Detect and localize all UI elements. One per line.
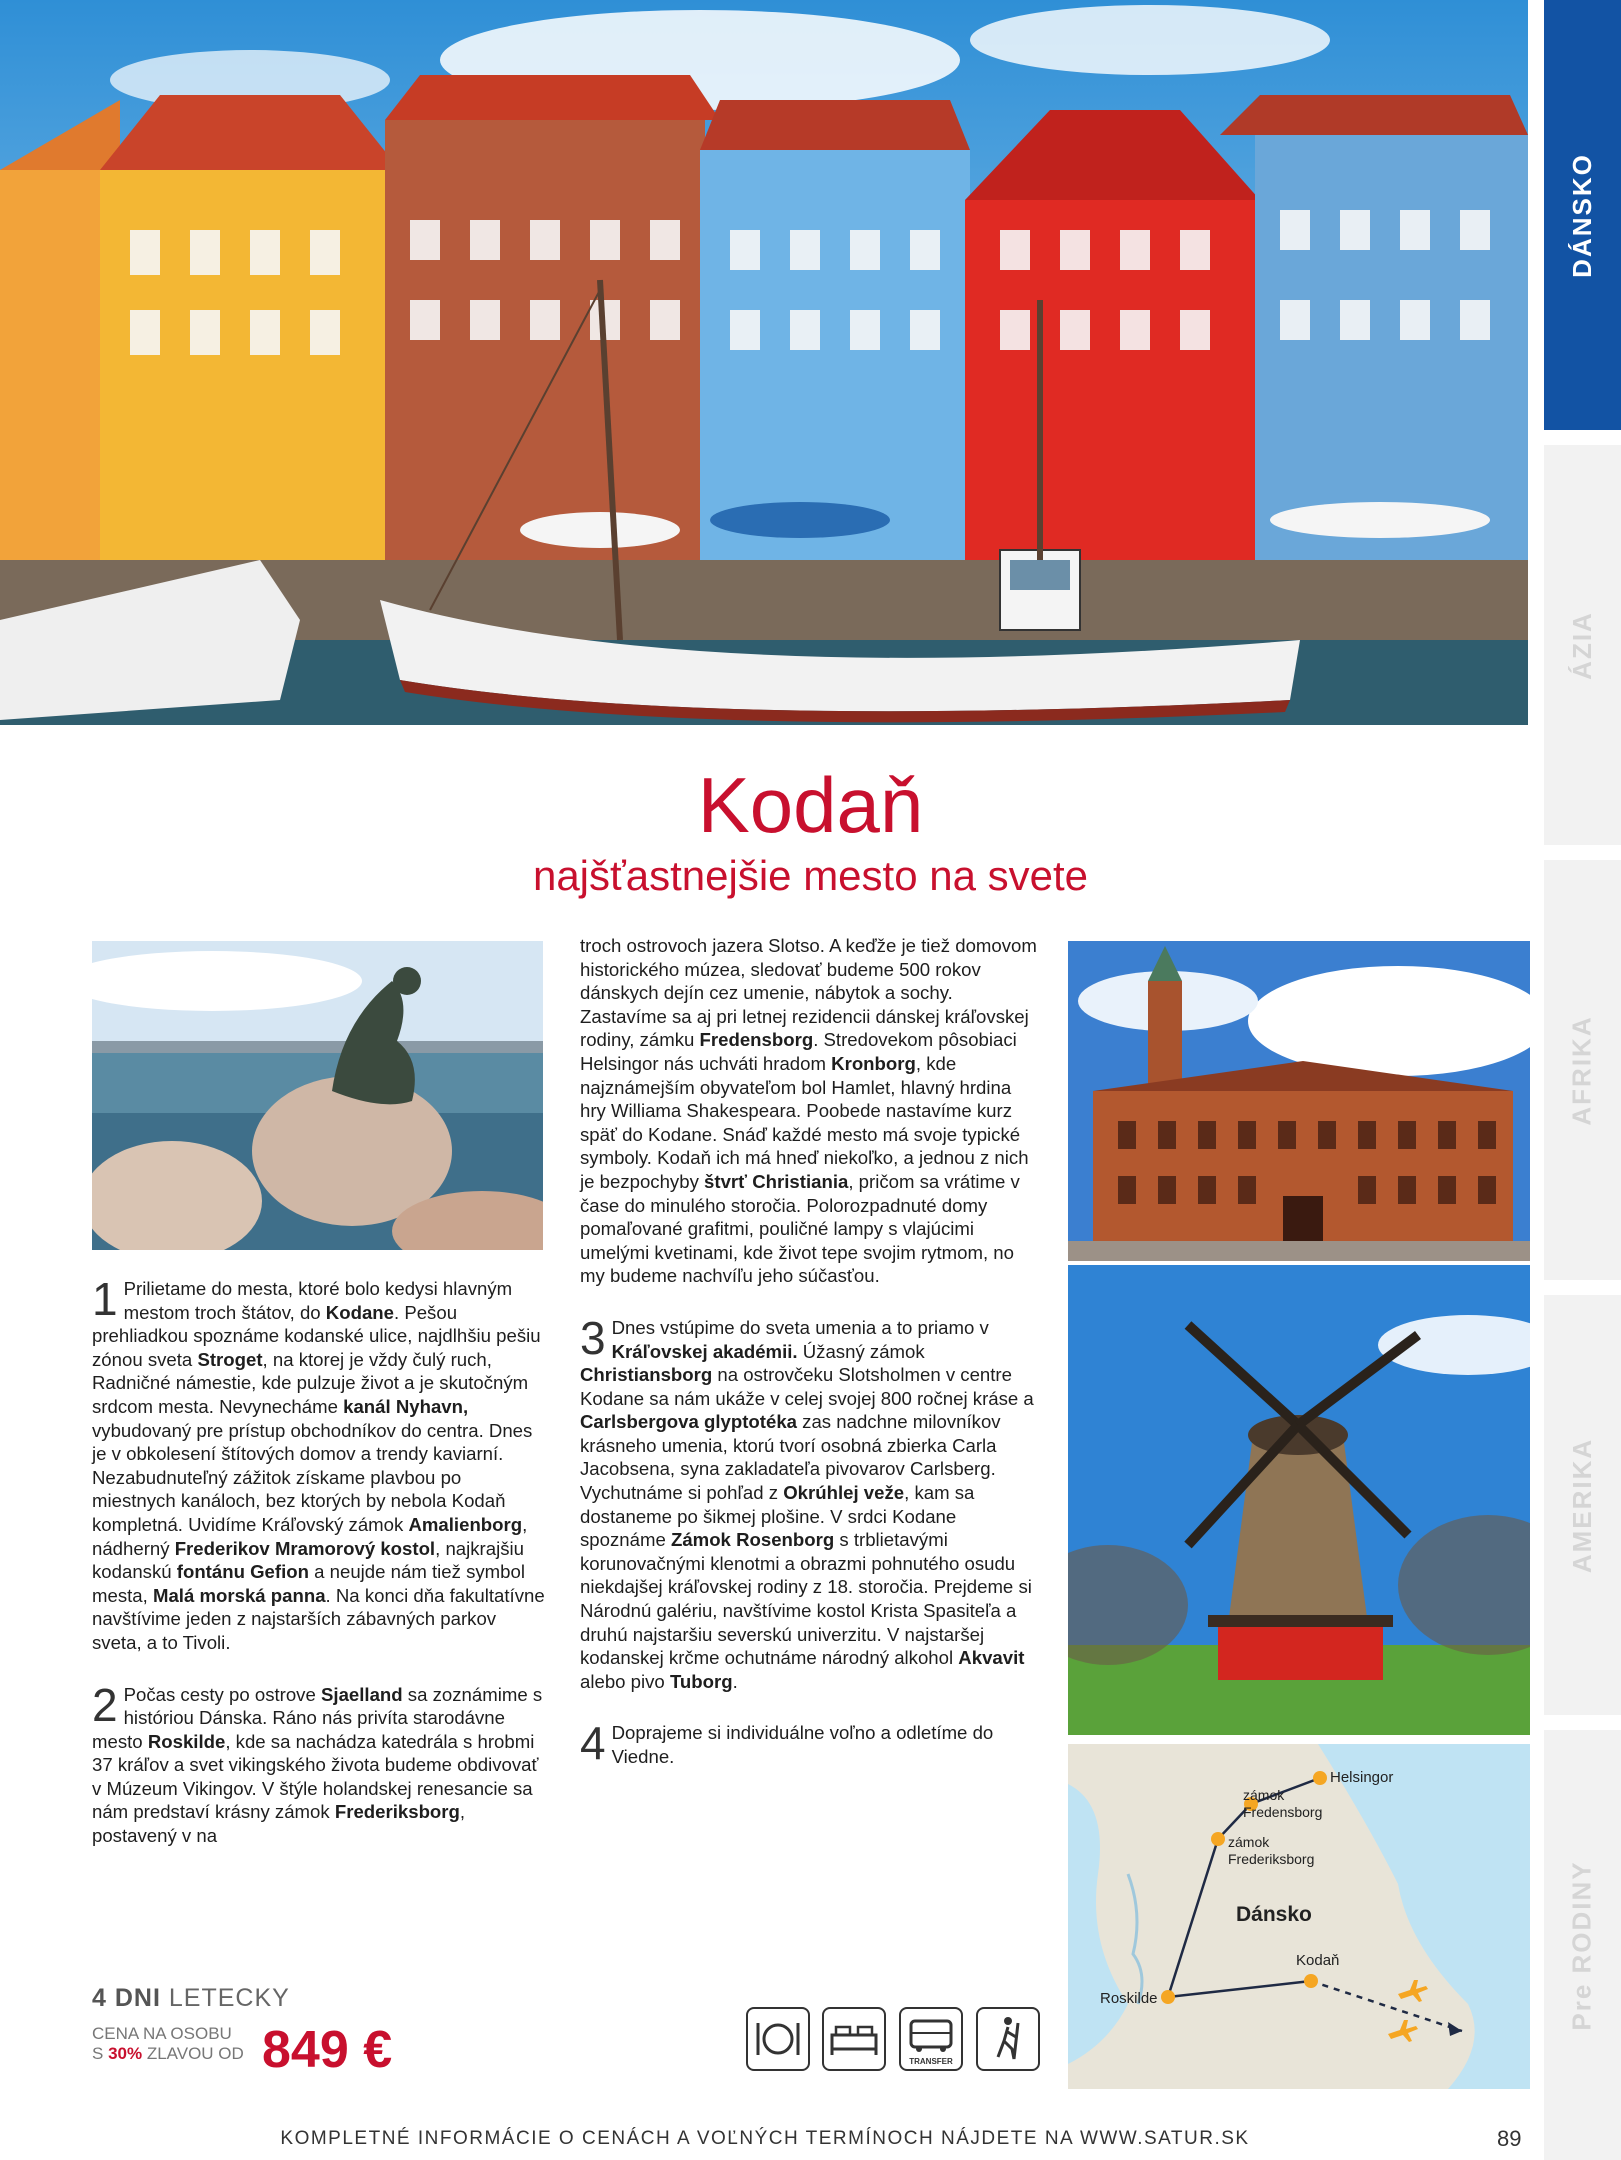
meal-icon xyxy=(746,2007,810,2071)
tab-amerika[interactable]: AMERIKA xyxy=(1544,1295,1621,1715)
map-point-helsingor xyxy=(1313,1771,1327,1785)
map-label-kodan: Kodaň xyxy=(1296,1952,1340,1969)
itinerary-day-1: 1 Prilietame do mesta, ktoré bolo kedysi hlavným mestom troch štátov, do Kodane. Pešou prehliadkou spoznáme kodanské ulice, najdlhšiu pešiu zónou sveta Stroget, na ktorej je vždy čulý ruch, Radničné námestie, kde pulzuje život a je skutočným srdcom mesta. Nevynecháme kanál Nyhavn, vybudovaný pre prístup obchodníkov do centra. Dnes je v obkolesení štítových domov a trendy kaviarní. Nezabudnuteľný zážitok získame plavbou po miestnych kanáloch, bez ktorých by nebola Kodaň kompletná. Uvidíme Kráľovský zámok Amalienborg, nádherný Frederikov Mramorový kostol, najkrajšiu kodanskú fontánu Gefion a neujde nám tiež symbol mesta, Malá morská panna. Na konci dňa fakultatívne navštívime jeden z najstarších zábavných parkov sveta, a to Tivoli. xyxy=(92,1273,545,1653)
tab-pre-rodiny[interactable]: Pre RODINY xyxy=(1544,1730,1621,2160)
photo-copenhagen-city-hall xyxy=(1068,941,1530,1261)
discount-badge: 30% xyxy=(108,2044,143,2063)
map-label-helsingor: Helsingor xyxy=(1330,1769,1394,1786)
transfer-label: TRANSFER xyxy=(909,2057,953,2066)
itinerary-column-middle xyxy=(580,934,1042,1797)
itinerary-day-2-continued: troch ostrovoch jazera Slotso. A keďže je tiež domovom historického múzea, sledovať budeme 500 rokov dánskych dejín cez umenie, nábytok a sochy. Zastavíme sa aj pri letnej rezidencii dánskej kráľovskej rodiny, zámku Fredensborg. Stredovekom pôsobiaci Helsingor nás uchváti hradom Kronborg, kde najznámejším obyvateľom bol Hamlet, hlavný hrdina hry Williama Shakespeara. Poobede nastavíme kurz späť do Kodane. Snáď každé mesto má svoje typické symboly. Kodaň ich má hneď niekoľko, a jednou z nich je bezpochyby štvrť Christiania, pričom sa vrátime v čase do minulého storočia. Polorozpadnuté domy pomaľované grafitmi, pouličné lampy s vlajúcimi umelými kvetinami, kde život tepe svojim rytmom, no my budeme nachvíľu jeho súčasťou. xyxy=(580,935,1037,1287)
page-title: Kodaň xyxy=(697,761,924,849)
price-label: CENA NA OSOBU S 30% ZLAVOU OD xyxy=(92,2024,244,2063)
hiking-icon xyxy=(976,2007,1040,2071)
footer-info: KOMPLETNÉ INFORMÁCIE O CENÁCH A VOĽNÝCH TERMÍNOCH NÁJDETE NA WWW.SATUR.SK xyxy=(280,2128,1250,2149)
page-number: 89 xyxy=(1497,2126,1522,2151)
map-point-kodan xyxy=(1304,1974,1318,1988)
price-amount: 849 € xyxy=(262,2021,393,2079)
map-label-frederiksborg: zámok Frederiksborg xyxy=(1228,1834,1315,1867)
photo-little-mermaid xyxy=(92,941,543,1250)
map-point-frederiksborg xyxy=(1211,1832,1225,1846)
bed-icon xyxy=(822,2007,886,2071)
itinerary-column-left xyxy=(92,1273,547,1876)
trip-length: 4 DNI LETECKY xyxy=(92,1984,290,2012)
transfer-bus-icon xyxy=(899,2007,963,2071)
tab-azia[interactable]: ÁZIA xyxy=(1544,445,1621,845)
map-label-roskilde: Roskilde xyxy=(1100,1990,1158,2007)
itinerary-day-4: 4 Doprajeme si individuálne voľno a odletíme do Viedne. xyxy=(580,1717,994,1770)
itinerary-day-2: 2 Počas cesty po ostrove Sjaelland sa zoznámime s históriou Dánska. Ráno nás privíta starodávne mesto Roskilde, kde sa nachádza katedrála s hrobmi 37 kráľov a svet vikingského života budeme obdivovať v Múzeum Vikingov. V štýle holandskej renesancie sa nám predstaví krásny zámok Frederiksborg, postavený v na xyxy=(92,1678,543,1847)
tab-dansko[interactable]: DÁNSKO xyxy=(1544,0,1621,430)
photo-windmill xyxy=(1068,1265,1530,1735)
hero-photo-nyhavn xyxy=(0,0,1528,725)
page-subtitle: najšťastnejšie mesto na svete xyxy=(532,852,1089,899)
map-point-roskilde xyxy=(1161,1990,1175,2004)
map-label-country: Dánsko xyxy=(1236,1903,1312,1926)
itinerary-day-3: 3 Dnes vstúpime do sveta umenia a to priamo v Kráľovskej akadémii. Úžasný zámok Christiansborg na ostrovčeku Slotsholmen v centre Kodane sa nám ukáže v celej svojej 800 ročnej kráse a Carlsbergova glyptotéka zas nadchne milovníkov krásneho umenia, ktorú tvorí osobná zbierka Carla Jacobsena, syna zakladateľa pivovarov Carlsberg. Vychutnáme si pohľad z Okrúhlej veže, kam sa dostaneme po šikmej plošine. V srdci Kodane spoznáme Zámok Rosenborg s trblietavými korunovačnými klenotmi a obrazmi pohnutého osudu niekdajšej kráľovskej rodiny z 18. storočia. Prejdeme si Národnú galériu, navštívime kostol Krista Spasiteľa a druhú najstaršiu severskú univerzitu. V najstaršej kodanskej krčme ochutnáme národný alkohol Akvavit alebo pivo Tuborg. xyxy=(580,1311,1034,1692)
tab-afrika[interactable]: AFRIKA xyxy=(1544,860,1621,1280)
route-map xyxy=(1068,1744,1530,2089)
map-label-fredensborg: zámok Fredensborg xyxy=(1243,1787,1323,1820)
